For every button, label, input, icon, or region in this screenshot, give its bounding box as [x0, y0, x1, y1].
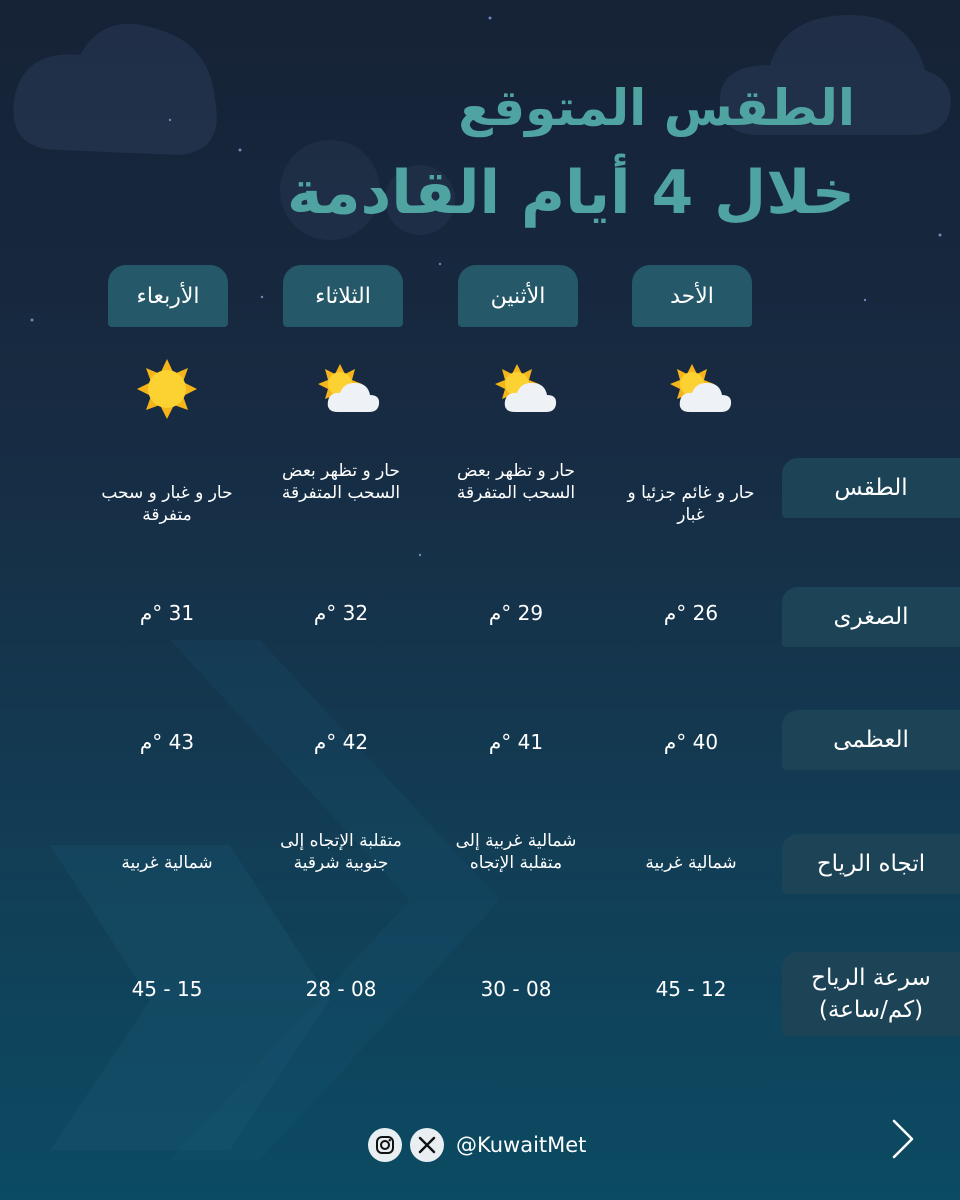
page-subtitle: خلال 4 أيام القادمة — [286, 158, 855, 228]
min-temp-sunday: 26 °م — [663, 601, 719, 625]
row-label-wind-direction: اتجاه الرياح — [782, 834, 960, 894]
wind-speed-sunday: 12 - 45 — [655, 977, 727, 1001]
weather-tuesday: حار و تظهر بعض السحب المتفرقة — [281, 461, 401, 503]
min-temp-tuesday: 32 °م — [313, 601, 369, 625]
wind-dir-monday: شمالية غربية إلى متقلبة الإتجاه — [455, 831, 577, 873]
page-title: الطقس المتوقع — [458, 79, 855, 137]
day-tab-wednesday: الأربعاء — [108, 265, 228, 327]
day-tab-tuesday: الثلاثاء — [283, 265, 403, 327]
row-label-min-temp: الصغرى — [782, 587, 960, 647]
day-tab-sunday: الأحد — [632, 265, 752, 327]
max-temp-monday: 41 °م — [488, 730, 544, 754]
social-footer — [368, 1128, 586, 1162]
row-label-weather: الطقس — [782, 458, 960, 518]
wind-dir-sunday: شمالية غربية — [645, 853, 737, 873]
sun-cloud-icon — [668, 362, 732, 418]
min-temp-wednesday: 31 °م — [139, 601, 195, 625]
row-label-max-temp: العظمى — [782, 710, 960, 770]
weather-sunday: حار و غائم جزئيا و غبار — [627, 483, 755, 525]
chevron-right-icon[interactable] — [888, 1117, 918, 1161]
day-tab-monday: الأثنين — [458, 265, 578, 327]
sun-cloud-icon — [493, 362, 557, 418]
social-handle[interactable]: @KuwaitMet — [456, 1133, 587, 1157]
weather-monday: حار و تظهر بعض السحب المتفرقة — [456, 461, 576, 503]
wind-dir-tuesday: متقلبة الإتجاه إلى جنوبية شرقية — [280, 831, 402, 873]
min-temp-monday: 29 °م — [488, 601, 544, 625]
wind-speed-wednesday: 15 - 45 — [131, 977, 203, 1001]
x-icon[interactable] — [410, 1128, 444, 1162]
sun-cloud-icon — [316, 362, 380, 418]
max-temp-wednesday: 43 °م — [139, 730, 195, 754]
max-temp-sunday: 40 °م — [663, 730, 719, 754]
instagram-icon[interactable] — [368, 1128, 402, 1162]
row-label-wind-speed: سرعة الرياح (كم/ساعة) — [782, 952, 960, 1036]
wind-speed-monday: 08 - 30 — [480, 977, 552, 1001]
wind-dir-wednesday: شمالية غربية — [121, 853, 213, 873]
weather-wednesday: حار و غبار و سحب متفرقة — [101, 483, 233, 525]
wind-speed-tuesday: 08 - 28 — [305, 977, 377, 1001]
max-temp-tuesday: 42 °م — [313, 730, 369, 754]
sun-icon — [136, 358, 198, 420]
